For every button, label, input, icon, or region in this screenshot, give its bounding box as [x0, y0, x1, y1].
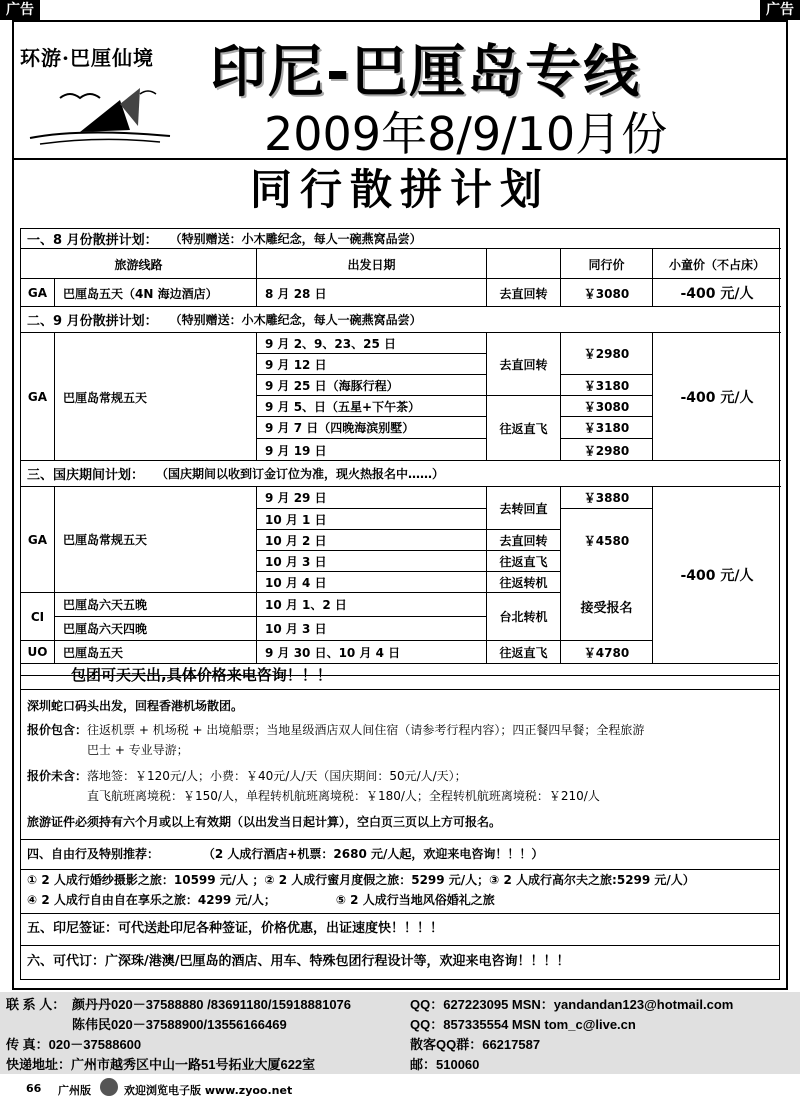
- price: 接受报名: [561, 572, 653, 641]
- contact-label: 联 系 人：: [6, 997, 66, 1012]
- contact-address: 快递地址：广州市越秀区中山一路51号拓业大厦622室: [6, 1057, 316, 1072]
- recommend-line: ① 2 人成行婚纱摄影之旅：10599 元/人 ；② 2 人成行蜜月度假之旅：5299 元/人；③ 2 人成行高尔夫之旅:5299 元/人）: [27, 873, 695, 887]
- child-price: -400 元/人: [680, 390, 754, 406]
- exclude-label: 报价未含：: [27, 769, 88, 783]
- depart-date: 10 月 1 日: [257, 509, 487, 530]
- transfer-type: 去直回转: [487, 279, 561, 307]
- bird-boat-logo-icon: [20, 80, 190, 152]
- price: ￥3080: [561, 396, 653, 417]
- depart-date: 9 月 12 日: [257, 354, 487, 375]
- section-3-note: （国庆期间以收到订金订位为准，现火热报名中……）: [156, 467, 445, 481]
- section-4-header: [20, 840, 780, 870]
- recommend-item: ⑤ 2 人成行当地风俗婚礼之旅: [335, 893, 495, 907]
- airline-code: GA: [21, 333, 55, 461]
- airline-code: GA: [21, 279, 55, 307]
- transfer-type: 往返转机: [487, 572, 561, 593]
- section-5: 五、印尼签证：可代送赴印尼各种签证，价格优惠，出证速度快！！！！: [20, 914, 780, 946]
- depart-date: 9 月 7 日（四晚海滨别墅）: [257, 417, 487, 439]
- include-text: 往返机票 + 机场税 + 出境船票；当地星级酒店双人间住宿（请参考行程内容）；四正餐四早餐；全程旅游: [87, 723, 645, 737]
- depart-date: 10 月 4 日: [257, 572, 487, 593]
- transfer-type: 往返直飞: [487, 396, 561, 461]
- contact-qq-2: QQ：857335554 MSN tom_c@live.cn: [410, 1017, 636, 1032]
- details-box: [20, 690, 780, 840]
- contact-fax: 传 真：020－37588600: [6, 1037, 142, 1052]
- section-3-title: 三、国庆期间计划：: [27, 468, 145, 483]
- airline-code: CI: [21, 593, 55, 641]
- section-1-title: 一、8 月份散拼计划：: [27, 233, 158, 248]
- depart-date: 9 月 30 日、10 月 4 日: [257, 641, 487, 663]
- header-route: 旅游线路: [21, 249, 257, 279]
- header-date: 出发日期: [257, 249, 487, 279]
- transfer-type: 往返直飞: [487, 551, 561, 572]
- transfer-type: 去直回转: [487, 530, 561, 551]
- passport-note: 旅游证件必须持有六个月或以上有效期（以出发当日起计算），空白页三页以上方可报名。: [27, 815, 502, 829]
- depart-date: 10 月 3 日: [257, 617, 487, 641]
- depart-date: 9 月 25 日（海豚行程）: [257, 375, 487, 396]
- ad-label-left: 广告: [0, 0, 40, 20]
- section-3-header: [21, 461, 781, 487]
- depart-date: 10 月 2 日: [257, 530, 487, 551]
- contact-postcode: 邮：510060: [410, 1057, 480, 1072]
- price: ￥3080: [561, 279, 653, 307]
- include-text-2: 巴士 + 专业导游；: [87, 743, 189, 757]
- page-footer: [0, 1076, 800, 1100]
- header: [14, 22, 786, 160]
- route-name: 巴厘岛六天四晚: [55, 617, 257, 641]
- depart-date: 9 月 2、9、23、25 日: [257, 333, 487, 354]
- price: ￥4780: [561, 641, 653, 663]
- badge-icon: [100, 1078, 118, 1096]
- section-4-note: （2 人成行酒店+机票：2680 元/人起，欢迎来电咨询！！！）: [202, 847, 544, 861]
- depart-date: 9 月 19 日: [257, 439, 487, 461]
- transfer-type: 台北转机: [487, 593, 561, 641]
- section-2-header: [21, 307, 781, 333]
- header-transfer: [487, 249, 561, 279]
- footer-text: 欢迎浏览电子版 www.zyoo.net: [124, 1084, 293, 1097]
- charter-note: 包团可天天出,具体价格来电咨询！！！: [20, 662, 780, 690]
- contact-qq-1: QQ：627223095 MSN：yandandan123@hotmail.com: [410, 997, 734, 1012]
- price: ￥3880: [561, 487, 653, 509]
- price: ￥3180: [561, 375, 653, 396]
- section-2-note: （特别赠送：小木雕纪念，每人一碗燕窝品尝）: [169, 313, 422, 327]
- route-name: 巴厘岛五天: [55, 641, 257, 663]
- transfer-type: 往返直飞: [487, 641, 561, 663]
- depart-date: 9 月 29 日: [257, 487, 487, 509]
- section-4-title: 四、自由行及特别推荐：: [27, 847, 160, 861]
- page-number: 66: [26, 1082, 42, 1095]
- table-row: [21, 279, 781, 307]
- contact-person-2: 陈伟民020－37588900/13556166469: [72, 1017, 287, 1032]
- price: ￥2980: [561, 439, 653, 461]
- header-child: 小童价（不占床）: [668, 257, 765, 272]
- contact-person-1: 颜丹丹020－37588880 /83691180/15918881076: [72, 997, 352, 1012]
- section-3-block: [21, 487, 781, 663]
- ad-label-right: 广告: [760, 0, 800, 20]
- depart-date: 10 月 3 日: [257, 551, 487, 572]
- recommend-item: ④ 2 人成行自由自在享乐之旅：4299 元/人；: [27, 893, 276, 907]
- route-name: 巴厘岛五天（4N 海边酒店）: [55, 279, 257, 307]
- airline-code: GA: [21, 487, 55, 593]
- price: ￥2980: [561, 333, 653, 375]
- transfer-type: 去转回直: [487, 487, 561, 530]
- ad-frame: [12, 20, 788, 990]
- price: ￥3180: [561, 417, 653, 439]
- section-2-title: 二、9 月份散拼计划：: [27, 314, 158, 329]
- airline-code: UO: [21, 641, 55, 663]
- exclude-text: 落地签：￥120元/人；小费：￥40元/人/天（国庆期间：50元/人/天）；: [87, 769, 467, 783]
- depart-date: 10 月 1、2 日: [257, 593, 487, 617]
- logo-text: 环游·巴厘仙境: [20, 46, 154, 70]
- logo: [20, 36, 200, 154]
- contact-qq-group: 散客QQ群：66217587: [410, 1037, 541, 1052]
- route-name: 巴厘岛常规五天: [55, 487, 257, 593]
- child-price: -400 元/人: [680, 286, 754, 302]
- section-2-block: [21, 333, 781, 461]
- depart-date: 9 月 5、日（五星+下午茶）: [257, 396, 487, 417]
- table-header-row: [21, 249, 781, 279]
- child-price: -400 元/人: [680, 568, 754, 584]
- price: ￥4580: [561, 509, 653, 572]
- depart-note: 深圳蛇口码头出发，回程香港机场散团。: [27, 699, 244, 713]
- route-name: 巴厘岛六天五晚: [55, 593, 257, 617]
- page-subtitle: 同行散拼计划: [249, 165, 550, 214]
- header-price: 同行价: [561, 249, 653, 279]
- include-label: 报价包含：: [27, 723, 88, 737]
- route-name: 巴厘岛常规五天: [55, 333, 257, 461]
- main-title: 印尼-巴厘岛专线: [210, 40, 642, 105]
- section-4-list: [20, 870, 780, 914]
- section-1-header: [21, 229, 781, 249]
- contact-block: [0, 992, 800, 1074]
- edition-label: 广州版: [58, 1084, 91, 1097]
- transfer-type: 去直回转: [487, 333, 561, 396]
- section-1-note: （特别赠送：小木雕纪念，每人一碗燕窝品尝）: [169, 232, 422, 246]
- schedule-table: [20, 228, 780, 676]
- date-title: 2009年8/9/10月份: [264, 107, 668, 161]
- exclude-text-2: 直飞航班离境税：￥150/人，单程转机航班离境税：￥180/人；全程转机航班离境税：￥210/人: [87, 789, 600, 803]
- section-6: 六、可代订：广深珠/港澳/巴厘岛的酒店、用车、特殊包团行程设计等，欢迎来电咨询！！！！: [20, 946, 780, 980]
- depart-date: 8 月 28 日: [257, 279, 487, 307]
